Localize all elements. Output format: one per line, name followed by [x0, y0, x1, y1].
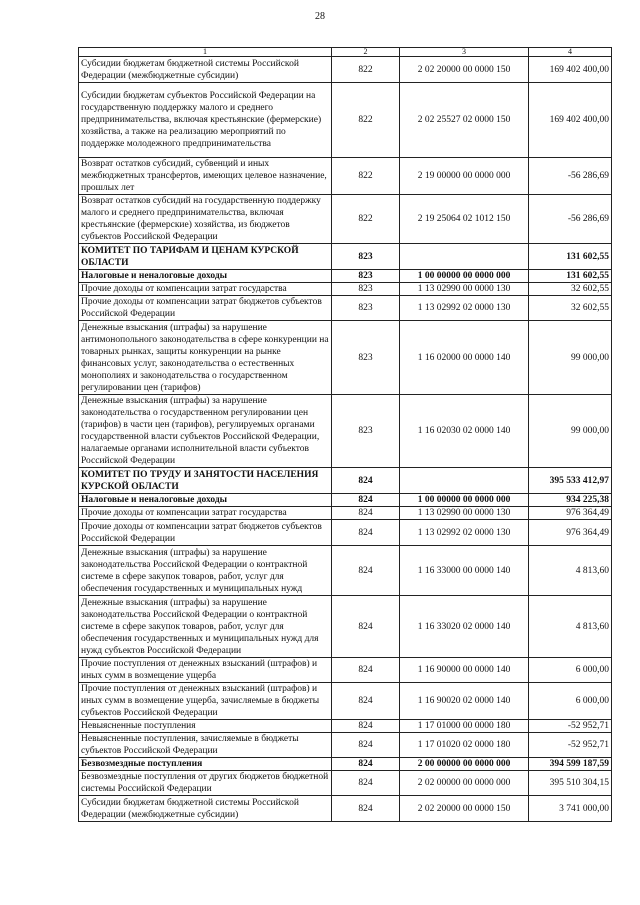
item-name-cell: КОМИТЕТ ПО ТАРИФАМ И ЦЕНАМ КУРСКОЙ ОБЛАСТИ	[79, 244, 332, 270]
amount-cell: 3 741 000,00	[529, 796, 612, 822]
item-name-cell: Безвозмездные поступления	[79, 758, 332, 771]
amount-cell: 169 402 400,00	[529, 57, 612, 83]
amount-cell: 6 000,00	[529, 683, 612, 720]
table-row	[79, 658, 612, 683]
admin-code-cell: 824	[332, 771, 400, 796]
budget-code-cell: 2 19 25064 02 1012 150	[400, 195, 529, 244]
table-body	[79, 48, 612, 822]
admin-code-cell: 824	[332, 733, 400, 758]
admin-code-cell: 822	[332, 57, 400, 83]
budget-code-cell: 1 16 90020 02 0000 140	[400, 683, 529, 720]
budget-code-cell: 2 02 20000 00 0000 150	[400, 796, 529, 822]
admin-code-cell: 823	[332, 283, 400, 296]
budget-code-cell: 1 13 02992 02 0000 130	[400, 520, 529, 546]
admin-code-cell: 823	[332, 244, 400, 270]
budget-code-cell: 1 16 02030 02 0000 140	[400, 395, 529, 468]
table-row	[79, 683, 612, 720]
item-name-cell: Денежные взыскания (штрафы) за нарушение законодательства Российской Федерации о контрактной системе в сфере закупок товаров, работ, услуг для обеспечения государственных и муниципальных нужд	[79, 546, 332, 596]
table-row	[79, 720, 612, 733]
budget-code-cell: 1 13 02990 00 0000 130	[400, 507, 529, 520]
budget-code-cell: 1 00 00000 00 0000 000	[400, 270, 529, 283]
header-cell-2: 2	[332, 48, 400, 57]
item-name-cell: Прочие поступления от денежных взысканий (штрафов) и иных сумм в возмещение ущерба, зачисляемые в бюджеты субъектов Российской Федерации	[79, 683, 332, 720]
amount-cell: 976 364,49	[529, 520, 612, 546]
amount-cell: 976 364,49	[529, 507, 612, 520]
table-row	[79, 270, 612, 283]
item-name-cell: Субсидии бюджетам бюджетной системы Российской Федерации (межбюджетные субсидии)	[79, 796, 332, 822]
budget-code-cell: 2 02 00000 00 0000 000	[400, 771, 529, 796]
amount-cell: 4 813,60	[529, 596, 612, 658]
amount-cell: 4 813,60	[529, 546, 612, 596]
table-row	[79, 520, 612, 546]
amount-cell: -52 952,71	[529, 733, 612, 758]
item-name-cell: Денежные взыскания (штрафы) за нарушение антимонопольного законодательства в сфере конкуренции на товарных рынках, защиты конкуренции на рынке финансовых услуг, законодательства о естественных монополиях и законодательства о государственном регулировании цен (тарифов)	[79, 321, 332, 395]
item-name-cell: Денежные взыскания (штрафы) за нарушение законодательства о государственном регулировании цен (тарифов) в части цен (тарифов), регулируемых органами государственной власти субъектов Российской Федерации, налагаемые органами исполнительной власти субъектов Российской Федерации	[79, 395, 332, 468]
admin-code-cell: 823	[332, 321, 400, 395]
amount-cell: -56 286,69	[529, 195, 612, 244]
revenue-table	[78, 47, 612, 822]
budget-code-cell: 1 00 00000 00 0000 000	[400, 494, 529, 507]
budget-code-cell: 1 16 33000 00 0000 140	[400, 546, 529, 596]
amount-cell: 395 510 304,15	[529, 771, 612, 796]
item-name-cell: Прочие поступления от денежных взысканий (штрафов) и иных сумм в возмещение ущерба	[79, 658, 332, 683]
amount-cell: 6 000,00	[529, 658, 612, 683]
item-name-cell: Субсидии бюджетам бюджетной системы Российской Федерации (межбюджетные субсидии)	[79, 57, 332, 83]
table-row	[79, 83, 612, 158]
table-row	[79, 296, 612, 321]
table-row	[79, 321, 612, 395]
admin-code-cell: 822	[332, 83, 400, 158]
item-name-cell: Прочие доходы от компенсации затрат государства	[79, 283, 332, 296]
table-row	[79, 158, 612, 195]
table-row	[79, 758, 612, 771]
table-row	[79, 796, 612, 822]
budget-code-cell: 1 13 02992 02 0000 130	[400, 296, 529, 321]
table-row	[79, 733, 612, 758]
admin-code-cell: 824	[332, 507, 400, 520]
table-row	[79, 771, 612, 796]
budget-code-cell: 1 16 02000 00 0000 140	[400, 321, 529, 395]
admin-code-cell: 824	[332, 658, 400, 683]
budget-code-cell: 1 17 01020 02 0000 180	[400, 733, 529, 758]
amount-cell: 32 602,55	[529, 296, 612, 321]
admin-code-cell: 824	[332, 596, 400, 658]
item-name-cell: Прочие доходы от компенсации затрат государства	[79, 507, 332, 520]
item-name-cell: Невыясненные поступления, зачисляемые в бюджеты субъектов Российской Федерации	[79, 733, 332, 758]
header-cell-4: 4	[529, 48, 612, 57]
budget-code-cell: 2 02 20000 00 0000 150	[400, 57, 529, 83]
budget-code-cell	[400, 468, 529, 494]
budget-code-cell: 2 02 25527 02 0000 150	[400, 83, 529, 158]
table-row	[79, 546, 612, 596]
table-header-row	[79, 48, 612, 57]
table-row	[79, 244, 612, 270]
item-name-cell: Возврат остатков субсидий на государственную поддержку малого и среднего предпринимательства, включая крестьянские (фермерские) хозяйства, из бюджетов субъектов Российской Федерации	[79, 195, 332, 244]
admin-code-cell: 824	[332, 468, 400, 494]
table-row	[79, 494, 612, 507]
admin-code-cell: 823	[332, 270, 400, 283]
item-name-cell: Невыясненные поступления	[79, 720, 332, 733]
header-cell-1: 1	[79, 48, 332, 57]
item-name-cell: Налоговые и неналоговые доходы	[79, 494, 332, 507]
amount-cell: 99 000,00	[529, 321, 612, 395]
item-name-cell: Возврат остатков субсидий, субвенций и иных межбюджетных трансфертов, имеющих целевое назначение, прошлых лет	[79, 158, 332, 195]
amount-cell: 131 602,55	[529, 244, 612, 270]
admin-code-cell: 824	[332, 758, 400, 771]
item-name-cell: Денежные взыскания (штрафы) за нарушение законодательства Российской Федерации о контрактной системе в сфере закупок товаров, работ, услуг для обеспечения государственных и муниципальных нужд для нужд субъектов Российской Федерации	[79, 596, 332, 658]
admin-code-cell: 822	[332, 158, 400, 195]
amount-cell: -52 952,71	[529, 720, 612, 733]
header-cell-3: 3	[400, 48, 529, 57]
item-name-cell: Прочие доходы от компенсации затрат бюджетов субъектов Российской Федерации	[79, 296, 332, 321]
admin-code-cell: 824	[332, 494, 400, 507]
table-row	[79, 395, 612, 468]
table-row	[79, 468, 612, 494]
admin-code-cell: 824	[332, 546, 400, 596]
budget-code-cell: 1 16 33020 02 0000 140	[400, 596, 529, 658]
item-name-cell: КОМИТЕТ ПО ТРУДУ И ЗАНЯТОСТИ НАСЕЛЕНИЯ КУРСКОЙ ОБЛАСТИ	[79, 468, 332, 494]
budget-code-cell: 2 00 00000 00 0000 000	[400, 758, 529, 771]
item-name-cell: Безвозмездные поступления от других бюджетов бюджетной системы Российской Федерации	[79, 771, 332, 796]
admin-code-cell: 824	[332, 720, 400, 733]
amount-cell: 934 225,38	[529, 494, 612, 507]
admin-code-cell: 823	[332, 395, 400, 468]
item-name-cell: Прочие доходы от компенсации затрат бюджетов субъектов Российской Федерации	[79, 520, 332, 546]
budget-code-cell	[400, 244, 529, 270]
admin-code-cell: 822	[332, 195, 400, 244]
budget-code-cell: 1 16 90000 00 0000 140	[400, 658, 529, 683]
item-name-cell: Субсидии бюджетам субъектов Российской Федерации на государственную поддержку малого и среднего предпринимательства, включая крестьянские (фермерские) хозяйства, а также на реализацию мероприятий по поддержке молодежного предпринимательства	[79, 83, 332, 158]
amount-cell: 131 602,55	[529, 270, 612, 283]
amount-cell: 395 533 412,97	[529, 468, 612, 494]
table-row	[79, 596, 612, 658]
item-name-cell: Налоговые и неналоговые доходы	[79, 270, 332, 283]
budget-code-cell: 2 19 00000 00 0000 000	[400, 158, 529, 195]
amount-cell: 169 402 400,00	[529, 83, 612, 158]
amount-cell: 32 602,55	[529, 283, 612, 296]
admin-code-cell: 823	[332, 296, 400, 321]
amount-cell: -56 286,69	[529, 158, 612, 195]
admin-code-cell: 824	[332, 683, 400, 720]
table-row	[79, 57, 612, 83]
amount-cell: 99 000,00	[529, 395, 612, 468]
page-number: 28	[315, 11, 325, 22]
budget-code-cell: 1 13 02990 00 0000 130	[400, 283, 529, 296]
admin-code-cell: 824	[332, 796, 400, 822]
admin-code-cell: 824	[332, 520, 400, 546]
budget-code-cell: 1 17 01000 00 0000 180	[400, 720, 529, 733]
table-row	[79, 283, 612, 296]
amount-cell: 394 599 187,59	[529, 758, 612, 771]
table-row	[79, 195, 612, 244]
table-row	[79, 507, 612, 520]
